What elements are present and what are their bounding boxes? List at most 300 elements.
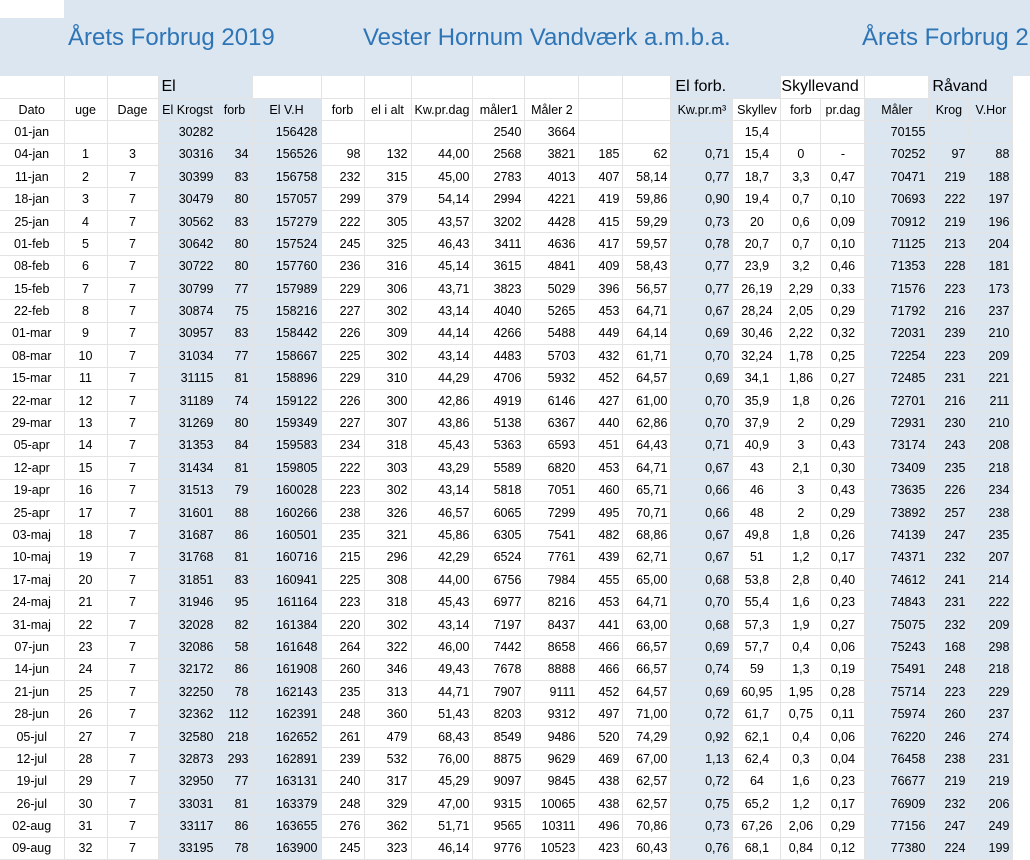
table-cell: 25-apr (0, 501, 64, 523)
table-cell: 32086 (158, 636, 217, 658)
table-cell: 30399 (158, 166, 217, 188)
table-cell: 30316 (158, 143, 217, 165)
table-cell: 0,71 (671, 434, 733, 456)
table-cell: 9312 (525, 703, 579, 725)
table-cell: 7 (107, 367, 158, 389)
table-cell: 156526 (252, 143, 321, 165)
table-row (0, 255, 1013, 277)
table-cell: 453 (579, 591, 623, 613)
table-cell: 7299 (525, 501, 579, 523)
table-cell: 298 (969, 636, 1013, 658)
table-cell: 65,00 (623, 569, 671, 591)
table-cell: 7197 (473, 613, 525, 635)
table-cell: 1,8 (781, 389, 821, 411)
table-cell: 238 (929, 748, 969, 770)
table-cell: 309 (364, 322, 411, 344)
table-cell: 6367 (525, 412, 579, 434)
table-cell: 17 (64, 501, 107, 523)
table-cell: 0,69 (671, 367, 733, 389)
table-cell: 296 (364, 546, 411, 568)
table-cell: 1,78 (781, 345, 821, 367)
table-row (0, 322, 1013, 344)
table-cell: 455 (579, 569, 623, 591)
table-cell: 302 (364, 345, 411, 367)
table-cell: 0,73 (671, 210, 733, 232)
table-cell: 44,71 (411, 681, 473, 703)
table-cell: 31 (64, 815, 107, 837)
table-cell: 77156 (865, 815, 929, 837)
table-cell: 159349 (252, 412, 321, 434)
table-cell: 31946 (158, 591, 217, 613)
table-cell: 8549 (473, 725, 525, 747)
table-cell: 0,11 (821, 703, 865, 725)
table-cell: 3 (781, 434, 821, 456)
table-cell: 88 (969, 143, 1013, 165)
table-cell: 0,73 (671, 815, 733, 837)
table-cell: 62,4 (733, 748, 781, 770)
table-cell: 68,1 (733, 837, 781, 859)
table-cell: 57,3 (733, 613, 781, 635)
table-cell: 0,77 (671, 166, 733, 188)
table-cell: 302 (364, 300, 411, 322)
table-cell: 313 (364, 681, 411, 703)
table-cell: 18,7 (733, 166, 781, 188)
table-cell: 53,8 (733, 569, 781, 591)
table-cell: 210 (969, 412, 1013, 434)
table-cell: 0,4 (781, 636, 821, 658)
table-cell: 82 (217, 613, 252, 635)
table-cell: 213 (929, 233, 969, 255)
table-cell: 0,10 (821, 188, 865, 210)
table-cell: 2,1 (781, 457, 821, 479)
table-cell: 156758 (252, 166, 321, 188)
table-cell: 51 (733, 546, 781, 568)
table-cell: 163379 (252, 793, 321, 815)
table-cell: 10065 (525, 793, 579, 815)
table-cell: 302 (364, 613, 411, 635)
table-cell: 15-mar (0, 367, 64, 389)
table-cell: 72485 (865, 367, 929, 389)
table-cell: 10 (64, 345, 107, 367)
table-cell: 0,68 (671, 569, 733, 591)
table-cell: 0,29 (821, 501, 865, 523)
table-cell: 3 (107, 143, 158, 165)
table-cell: 0,74 (671, 658, 733, 680)
table-cell: 76220 (865, 725, 929, 747)
table-cell: 31034 (158, 345, 217, 367)
table-cell: 0,69 (671, 681, 733, 703)
table-cell: 29-mar (0, 412, 64, 434)
table-cell: 95 (217, 591, 252, 613)
table-cell: 68,43 (411, 725, 473, 747)
table-cell: 64,14 (623, 322, 671, 344)
table-cell: 81 (217, 457, 252, 479)
consumption-table (0, 76, 1013, 860)
table-cell: 11-jan (0, 166, 64, 188)
title-center: Vester Hornum Vandværk a.m.b.a. (363, 24, 731, 51)
table-cell: 329 (364, 793, 411, 815)
table-cell: 441 (579, 613, 623, 635)
table-cell: 7 (107, 188, 158, 210)
table-cell: 173 (969, 278, 1013, 300)
table-cell: 64,57 (623, 367, 671, 389)
table-cell: 28 (64, 748, 107, 770)
table-cell: 4266 (473, 322, 525, 344)
table-cell: 185 (579, 143, 623, 165)
table-cell: 181 (969, 255, 1013, 277)
table-cell: 1,95 (781, 681, 821, 703)
table-cell: 6 (64, 255, 107, 277)
table-cell: 97 (929, 143, 969, 165)
table-cell: 7 (107, 166, 158, 188)
table-cell: 316 (364, 255, 411, 277)
table-cell: 2 (781, 501, 821, 523)
table-cell: 158667 (252, 345, 321, 367)
table-cell: 224 (929, 837, 969, 859)
table-cell: 1,6 (781, 591, 821, 613)
table-cell: 27 (64, 725, 107, 747)
table-cell: 199 (969, 837, 1013, 859)
table-cell: 0,43 (821, 434, 865, 456)
table-cell: 15,4 (733, 121, 781, 143)
table-cell: 76458 (865, 748, 929, 770)
table-row (0, 725, 1013, 747)
table-cell: 74 (217, 389, 252, 411)
table-cell: 74843 (865, 591, 929, 613)
table-cell: 48 (733, 501, 781, 523)
table-cell: 7 (107, 434, 158, 456)
table-cell: 2,05 (781, 300, 821, 322)
table-cell: 260 (929, 703, 969, 725)
table-cell: 31115 (158, 367, 217, 389)
table-cell: 30642 (158, 233, 217, 255)
table-cell: 452 (579, 681, 623, 703)
table-cell: 08-mar (0, 345, 64, 367)
table-cell: 4919 (473, 389, 525, 411)
table-cell: 79 (217, 479, 252, 501)
table-cell: 51,43 (411, 703, 473, 725)
table-cell: 64,71 (623, 457, 671, 479)
table-cell: 223 (321, 591, 364, 613)
table-cell: 232 (929, 793, 969, 815)
table-cell: 0,23 (821, 591, 865, 613)
table-cell: 208 (969, 434, 1013, 456)
table-cell: 7 (107, 770, 158, 792)
table-cell: 71353 (865, 255, 929, 277)
table-cell: 4 (64, 210, 107, 232)
table-cell: 81 (217, 546, 252, 568)
table-cell: 6524 (473, 546, 525, 568)
table-cell: 0,10 (821, 233, 865, 255)
table-cell: 43,57 (411, 210, 473, 232)
table-row (0, 837, 1013, 859)
table-cell: 3,2 (781, 255, 821, 277)
table-cell: 7907 (473, 681, 525, 703)
table-cell: 162391 (252, 703, 321, 725)
table-cell: 2 (781, 412, 821, 434)
table-row (0, 121, 1013, 143)
table-cell: 46,57 (411, 501, 473, 523)
table-cell: 249 (969, 815, 1013, 837)
table-cell: 66,57 (623, 658, 671, 680)
table-cell: 218 (969, 457, 1013, 479)
table-cell: 46 (733, 479, 781, 501)
table-cell: 81 (217, 367, 252, 389)
table-cell: 5589 (473, 457, 525, 479)
table-cell: 188 (969, 166, 1013, 188)
table-cell: 45,43 (411, 591, 473, 613)
table-cell: 12-jul (0, 748, 64, 770)
table-cell: 5363 (473, 434, 525, 456)
table-cell: 47,00 (411, 793, 473, 815)
table-cell: 43,14 (411, 300, 473, 322)
table-cell: 0,28 (821, 681, 865, 703)
table-cell: 6820 (525, 457, 579, 479)
table-cell: 157989 (252, 278, 321, 300)
table-cell: 9315 (473, 793, 525, 815)
column-header: Kw.pr.m³ (671, 98, 733, 120)
table-cell: 73174 (865, 434, 929, 456)
table-cell: 7 (107, 345, 158, 367)
table-cell: 7 (107, 300, 158, 322)
table-cell: 207 (969, 546, 1013, 568)
table-cell: 80 (217, 188, 252, 210)
table-cell: 235 (969, 524, 1013, 546)
table-row (0, 748, 1013, 770)
table-cell: 72031 (865, 322, 929, 344)
table-cell: 0,71 (671, 143, 733, 165)
table-cell: 22-mar (0, 389, 64, 411)
table-cell: 1,86 (781, 367, 821, 389)
table-cell: 32250 (158, 681, 217, 703)
table-cell: 4040 (473, 300, 525, 322)
table-cell: 0,90 (671, 188, 733, 210)
table-cell: 14 (64, 434, 107, 456)
table-cell: 43,86 (411, 412, 473, 434)
table-cell: 237 (969, 300, 1013, 322)
table-cell: 9565 (473, 815, 525, 837)
table-cell: 7 (107, 681, 158, 703)
table-cell: 3202 (473, 210, 525, 232)
table-cell: 234 (321, 434, 364, 456)
table-cell: 235 (929, 457, 969, 479)
table-cell: 0,77 (671, 255, 733, 277)
table-cell: 58,14 (623, 166, 671, 188)
table-cell: 73409 (865, 457, 929, 479)
table-cell: 63,00 (623, 613, 671, 635)
table-cell: 0,26 (821, 524, 865, 546)
table-cell: 64,71 (623, 300, 671, 322)
table-row (0, 434, 1013, 456)
table-cell: 49,8 (733, 524, 781, 546)
table-cell: 303 (364, 457, 411, 479)
table-cell: 31513 (158, 479, 217, 501)
table-cell: 44,29 (411, 367, 473, 389)
table-cell: 75075 (865, 613, 929, 635)
table-cell: 0,29 (821, 815, 865, 837)
column-header: Skyllev (733, 98, 781, 120)
table-cell: 4483 (473, 345, 525, 367)
table-cell (821, 121, 865, 143)
table-cell: 3664 (525, 121, 579, 143)
table-cell: 46,14 (411, 837, 473, 859)
table-cell: 0 (781, 143, 821, 165)
table-cell: 2568 (473, 143, 525, 165)
table-cell: 0,06 (821, 725, 865, 747)
table-cell: 54,14 (411, 188, 473, 210)
table-row (0, 166, 1013, 188)
table-cell: 70,86 (623, 815, 671, 837)
column-header: forb (321, 98, 364, 120)
table-cell: 19 (64, 546, 107, 568)
table-cell: 75491 (865, 658, 929, 680)
column-header: Dato (0, 98, 64, 120)
table-cell: 159583 (252, 434, 321, 456)
table-cell: 86 (217, 658, 252, 680)
table-row (0, 703, 1013, 725)
table-cell: 70693 (865, 188, 929, 210)
table-cell: 163655 (252, 815, 321, 837)
table-cell: 219 (929, 210, 969, 232)
table-cell: 318 (364, 591, 411, 613)
table-cell: 37,9 (733, 412, 781, 434)
table-cell: 80 (217, 255, 252, 277)
table-cell: 3821 (525, 143, 579, 165)
table-cell: 6756 (473, 569, 525, 591)
table-cell: 6593 (525, 434, 579, 456)
table-cell: 32580 (158, 725, 217, 747)
table-cell: 204 (969, 233, 1013, 255)
table-cell: 159805 (252, 457, 321, 479)
table-cell: 229 (969, 681, 1013, 703)
table-cell: 232 (929, 613, 969, 635)
table-cell: 0,30 (821, 457, 865, 479)
table-cell: 7 (107, 837, 158, 859)
table-cell: 8437 (525, 613, 579, 635)
table-cell: 30957 (158, 322, 217, 344)
table-cell: 7678 (473, 658, 525, 680)
table-cell: 61,7 (733, 703, 781, 725)
table-cell: 59,86 (623, 188, 671, 210)
table-cell: 248 (929, 658, 969, 680)
table-cell: 293 (217, 748, 252, 770)
table-cell: 58 (217, 636, 252, 658)
table-cell: 234 (969, 479, 1013, 501)
table-cell: 32 (64, 837, 107, 859)
table-cell: 0,70 (671, 412, 733, 434)
table-cell: 0,7 (781, 188, 821, 210)
table-cell: 31434 (158, 457, 217, 479)
table-cell: 31687 (158, 524, 217, 546)
table-cell: 453 (579, 300, 623, 322)
table-cell: 0,70 (671, 389, 733, 411)
table-cell: 158216 (252, 300, 321, 322)
table-cell: 73635 (865, 479, 929, 501)
table-row (0, 658, 1013, 680)
table-cell: 0,70 (671, 591, 733, 613)
table-cell: 1,6 (781, 770, 821, 792)
table-cell: 40,9 (733, 434, 781, 456)
table-cell: 8203 (473, 703, 525, 725)
table-cell: 5 (64, 233, 107, 255)
table-cell: 70155 (865, 121, 929, 143)
table-cell: 74,29 (623, 725, 671, 747)
table-cell: 159122 (252, 389, 321, 411)
table-cell: 76,00 (411, 748, 473, 770)
table-cell: 02-aug (0, 815, 64, 837)
table-cell: 4841 (525, 255, 579, 277)
table-cell: 64,71 (623, 591, 671, 613)
table-cell: 68,86 (623, 524, 671, 546)
table-cell: 497 (579, 703, 623, 725)
column-header: forb (781, 98, 821, 120)
table-cell: 162652 (252, 725, 321, 747)
table-cell: 0,92 (671, 725, 733, 747)
table-row (0, 793, 1013, 815)
table-cell: 161384 (252, 613, 321, 635)
table-cell: 7 (107, 233, 158, 255)
table-cell: 220 (321, 613, 364, 635)
table-cell: 13 (64, 412, 107, 434)
table-cell: 1,13 (671, 748, 733, 770)
table-cell: 276 (321, 815, 364, 837)
corner-cell (0, 0, 64, 18)
table-cell: 21 (64, 591, 107, 613)
table-cell: 12 (64, 389, 107, 411)
table-cell: 230 (929, 412, 969, 434)
table-cell: 241 (929, 569, 969, 591)
table-cell: 62,57 (623, 793, 671, 815)
table-cell: 01-mar (0, 322, 64, 344)
table-cell: 325 (364, 233, 411, 255)
table-cell: 83 (217, 322, 252, 344)
table-cell: 222 (929, 188, 969, 210)
table-cell: 88 (217, 501, 252, 523)
table-cell: 7 (107, 748, 158, 770)
table-cell: 29 (64, 770, 107, 792)
table-row (0, 569, 1013, 591)
column-header: forb (217, 98, 252, 120)
table-cell: 1,2 (781, 793, 821, 815)
column-header: el i alt (364, 98, 411, 120)
table-cell: 229 (321, 367, 364, 389)
table-cell: 308 (364, 569, 411, 591)
table-row (0, 479, 1013, 501)
table-cell: 0,66 (671, 501, 733, 523)
table-cell: 83 (217, 569, 252, 591)
column-header: Krog (929, 98, 969, 120)
table-cell: 2783 (473, 166, 525, 188)
column-header: Kw.pr.dag (411, 98, 473, 120)
table-cell: 379 (364, 188, 411, 210)
table-cell: 32362 (158, 703, 217, 725)
table-cell: 31768 (158, 546, 217, 568)
table-cell: 1,8 (781, 524, 821, 546)
table-cell: 7 (107, 569, 158, 591)
table-cell: 219 (929, 770, 969, 792)
table-cell: 305 (364, 210, 411, 232)
table-cell: 407 (579, 166, 623, 188)
table-row (0, 210, 1013, 232)
table-cell: 49,43 (411, 658, 473, 680)
table-cell: 209 (969, 613, 1013, 635)
table-cell: 0,75 (671, 793, 733, 815)
table-cell: 6305 (473, 524, 525, 546)
table-cell: 67,00 (623, 748, 671, 770)
table-cell: 3 (64, 188, 107, 210)
table-cell: 238 (969, 501, 1013, 523)
table-cell: 162143 (252, 681, 321, 703)
